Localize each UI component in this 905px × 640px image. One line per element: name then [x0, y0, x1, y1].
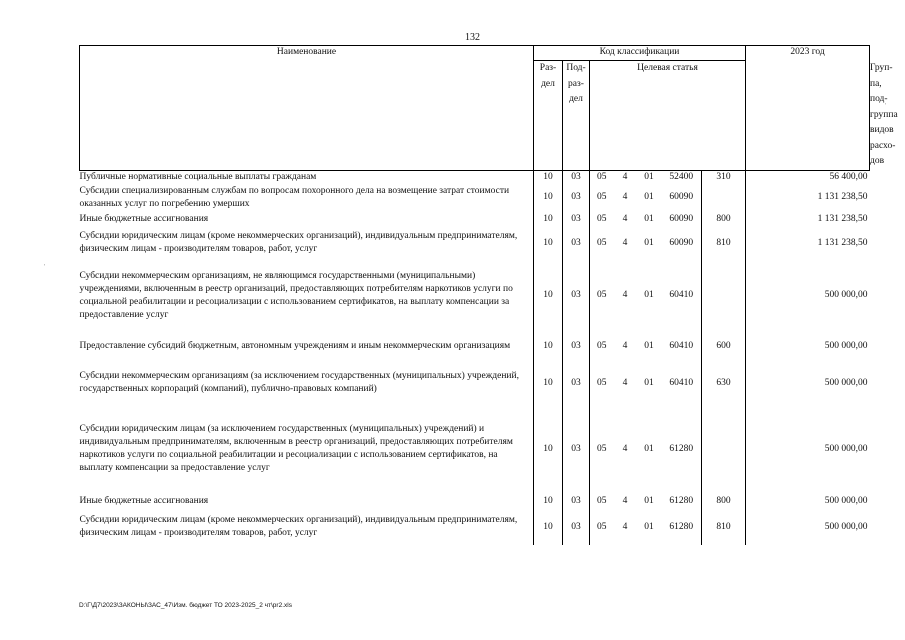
cell-vr: 630: [702, 361, 746, 406]
cell-cs2: 4: [622, 521, 628, 532]
cell-cs2: 4: [622, 340, 628, 351]
scan-mark-right: ': [885, 102, 887, 110]
cell-cs4: 60090: [662, 227, 702, 260]
cell-razdel: 10: [534, 510, 563, 545]
table-row: [80, 227, 870, 260]
cell-vr: [702, 260, 746, 332]
cell-podrazdel: 03: [563, 406, 590, 493]
cell-vr: 810: [702, 510, 746, 545]
cell-razdel: 10: [534, 493, 563, 510]
cell-cs3: 01: [644, 521, 654, 532]
cell-razdel: 10: [534, 406, 563, 493]
table-row: [80, 170, 870, 184]
cell-vr: 810: [702, 227, 746, 260]
cell-amount: 1 131 238,50: [817, 192, 868, 202]
cell-amount: 500 000,00: [824, 443, 868, 454]
header-subsection: Под- раз- дел: [563, 61, 590, 171]
cell-cs1: 05: [597, 290, 607, 300]
cell-cs1: 05: [597, 237, 607, 248]
cell-razdel: 10: [534, 184, 563, 212]
cell-name: Предоставление субсидий бюджетным, автономным учреждениям и иным некоммерческим организациям: [80, 332, 534, 361]
cell-podrazdel: 03: [563, 332, 590, 361]
cell-cs2: 4: [622, 495, 628, 506]
budget-table: Наименование Код классификации 2023 год Раз- дел Под- раз- дел Целевая статья Груп- па, под- группа видов расхо- дов Публичные нормативные социальные выплаты гражданам 10 03 05 4 01 52400 310 56 400,00 Субсидии специализированным службам по вопросам похоронного дела на возмещение затрат стоимости оказанных услуг по погребению умерших 10 03 05 4 01 60090 1 131 238,50 Иные бюджетные ассигнования 10 03 05 4 01 60090 800 1 131 238,50 Субсидии юридическим лицам (кроме некоммерческих организаций), индивидуальным предпринимателям, физическим лицам - производителям товаров, работ, услуг 10 03 05 4 01 60090 810 1 131 238,50 Субсидии некоммерческим организациям, не являющимся государственными (муниципальными) учреждениями, включенным в реестр организаций, предоставляющих потребителям наркотиков услуги по социальной реабилитации и ресоциализации с использованием сертификатов, на выплату компенсации за предоставление услуг 10 03 05 4 01 60410 500 000,00 Предоставление субсидий бюджетным, автономным учреждениям и иным некоммерческим организациям 10 03 05 4 01 60410 600 500 000,00 Субсидии некоммерческим организациям (за исключением государственных (муниципальных) учреждений, государственных корпораций (компаний), публично-правовых компаний) 10 03 05 4 01 60410 630 500 000,00 Субсидии юридическим лицам (за исключением государственных (муниципальных) учреждений) и индивидуальным предпринимателям, включенным в реестр организаций, предоставляющих потребителям наркотиков услуги по социальной реабилитации и ресоциализации с использованием сертификатов, на выплату компенсации за предоставление услуг 10 03 05 4 01 61280 500 000,00 Иные бюджетные ассигнования 10 03 05 4 01 61280 800 500 000,00 Субсидии юридическим лицам (кроме некоммерческих организаций), индивидуальным предпринимателям, физическим лицам - производителям товаров, работ, услуг 10 03 05 4 01 61280 810 500 000,00: [79, 45, 870, 545]
cell-cs1: 05: [597, 495, 607, 506]
cell-vr: [702, 406, 746, 493]
cell-cs2: 4: [622, 213, 628, 224]
header-name: Наименование: [80, 46, 534, 171]
cell-amount: 500 000,00: [824, 521, 868, 532]
cell-cs2: 4: [622, 290, 628, 300]
cell-razdel: 10: [534, 260, 563, 332]
cell-podrazdel: 03: [563, 227, 590, 260]
cell-name: Публичные нормативные социальные выплаты гражданам: [80, 170, 534, 184]
cell-amount: 500 000,00: [824, 377, 868, 388]
cell-cs2: 4: [622, 377, 628, 388]
scan-mark-left: ': [44, 263, 46, 271]
cell-cs1: 05: [597, 443, 607, 454]
cell-cs4: 60410: [662, 260, 702, 332]
header-year: 2023 год: [746, 46, 870, 171]
cell-cs3: 01: [644, 443, 654, 454]
cell-cs4: 61280: [662, 493, 702, 510]
cell-cs3: 01: [644, 495, 654, 506]
header-section: Раз- дел: [534, 61, 563, 171]
cell-amount: 1 131 238,50: [817, 213, 868, 224]
header-target-article: Целевая статья: [590, 61, 746, 171]
cell-name: Иные бюджетные ассигнования: [80, 212, 534, 227]
cell-podrazdel: 03: [563, 510, 590, 545]
cell-cs4: 60410: [662, 332, 702, 361]
cell-razdel: 10: [534, 361, 563, 406]
cell-name: Субсидии некоммерческим организациям, не являющимся государственными (муниципальными) учреждениями, включенным в реестр организаций, предоставляющих потребителям наркотиков услуги по социальной реабилитации и ресоциализации с использованием сертификатов, на выплату компенсации за предоставление услуг: [80, 260, 534, 332]
cell-name: Субсидии юридическим лицам (кроме некоммерческих организаций), индивидуальным предпринимателям, физическим лицам - производителям товаров, работ, услуг: [80, 510, 534, 545]
cell-razdel: 10: [534, 227, 563, 260]
cell-amount: 500 000,00: [824, 340, 868, 351]
cell-amount: 1 131 238,50: [817, 237, 868, 248]
cell-cs3: 01: [644, 237, 654, 248]
cell-cs1: 05: [597, 213, 607, 224]
cell-cs3: 01: [644, 171, 654, 182]
cell-name: Субсидии специализированным службам по вопросам похоронного дела на возмещение затрат стоимости оказанных услуг по погребению умерших: [80, 184, 534, 212]
table-row: [80, 184, 870, 212]
cell-cs4: 60090: [662, 212, 702, 227]
cell-cs3: 01: [644, 213, 654, 224]
cell-cs2: 4: [622, 237, 628, 248]
cell-razdel: 10: [534, 212, 563, 227]
cell-amount: 56 400,00: [829, 171, 868, 182]
file-path-footer: D:\Г\Д7\2023\ЗАКОНЫ\ЗАС_47\Изм. бюджет ТО 2023-2025_2 чт\pr2.xls: [79, 602, 292, 609]
cell-podrazdel: 03: [563, 361, 590, 406]
cell-cs1: 05: [597, 340, 607, 351]
cell-vr: 600: [702, 332, 746, 361]
page-number: 132: [465, 32, 480, 43]
cell-vr: [702, 184, 746, 212]
table-row: [80, 260, 870, 332]
cell-cs4: 60410: [662, 361, 702, 406]
cell-cs3: 01: [644, 192, 654, 202]
cell-cs3: 01: [644, 340, 654, 351]
cell-cs1: 05: [597, 521, 607, 532]
table-row: [80, 493, 870, 510]
cell-cs3: 01: [644, 377, 654, 388]
cell-name: Субсидии некоммерческим организациям (за исключением государственных (муниципальных) учреждений, государственных корпораций (компаний), публично-правовых компаний): [80, 361, 534, 406]
cell-cs4: 60090: [662, 184, 702, 212]
cell-podrazdel: 03: [563, 493, 590, 510]
cell-cs2: 4: [622, 443, 628, 454]
cell-cs2: 4: [622, 171, 628, 182]
cell-cs1: 05: [597, 171, 607, 182]
cell-vr: 310: [702, 170, 746, 184]
cell-razdel: 10: [534, 170, 563, 184]
cell-vr: 800: [702, 493, 746, 510]
cell-podrazdel: 03: [563, 170, 590, 184]
table-row: [80, 510, 870, 545]
cell-amount: 500 000,00: [824, 495, 868, 506]
cell-cs4: 61280: [662, 510, 702, 545]
cell-name: Субсидии юридическим лицам (кроме некоммерческих организаций), индивидуальным предпринимателям, физическим лицам - производителям товаров, работ, услуг: [80, 227, 534, 260]
cell-amount: 500 000,00: [824, 290, 868, 300]
table-row: [80, 212, 870, 227]
cell-name: Иные бюджетные ассигнования: [80, 493, 534, 510]
table-row: [80, 406, 870, 493]
cell-podrazdel: 03: [563, 212, 590, 227]
cell-vr: 800: [702, 212, 746, 227]
cell-cs3: 01: [644, 290, 654, 300]
cell-cs2: 4: [622, 192, 628, 202]
cell-name: Субсидии юридическим лицам (за исключением государственных (муниципальных) учреждений) и индивидуальным предпринимателям, включенным в реестр организаций, предоставляющих потребителям наркотиков услуги по социальной реабилитации и ресоциализации с использованием сертификатов, на выплату компенсации за предоставление услуг: [80, 406, 534, 493]
header-classification: Код классификации: [534, 46, 746, 61]
cell-podrazdel: 03: [563, 184, 590, 212]
cell-cs4: 61280: [662, 406, 702, 493]
cell-podrazdel: 03: [563, 260, 590, 332]
table-row: [80, 332, 870, 361]
cell-cs1: 05: [597, 377, 607, 388]
table-row: [80, 361, 870, 406]
cell-razdel: 10: [534, 332, 563, 361]
cell-cs4: 52400: [662, 170, 702, 184]
cell-cs1: 05: [597, 192, 607, 202]
